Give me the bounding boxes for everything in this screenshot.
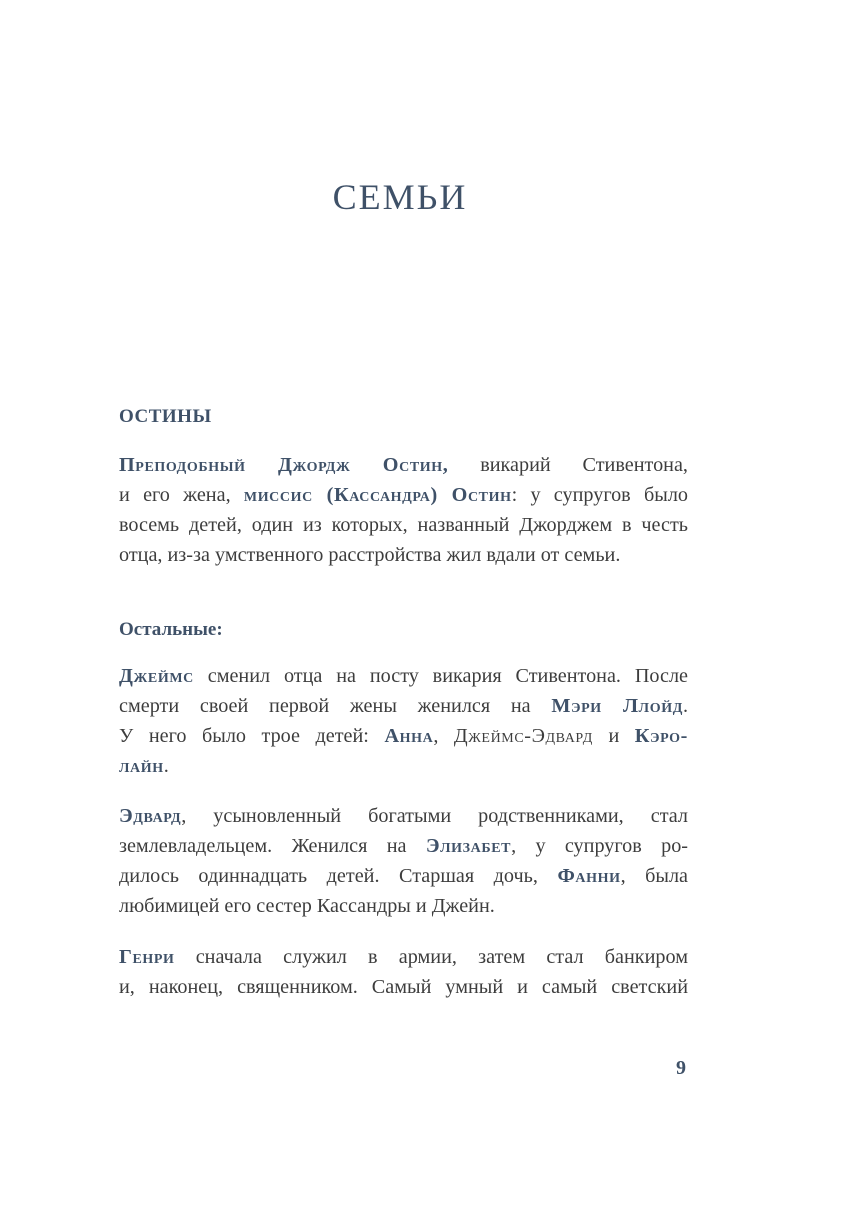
person-name: Джеймс-Эдвард [453,725,593,747]
text-run: сначала служил в армии, затем стал банкиром [174,946,688,968]
text-run: дилось одиннадцать детей. Старшая дочь, [119,865,558,887]
text-run: , усыновленный богатыми родственниками, стал [181,805,688,827]
text-run: , [433,725,454,747]
section-heading: ОСТИНЫ [119,406,212,427]
text-line [119,540,688,570]
text-run: отца, из-за умственного расстройства жил вдали от семьи. [119,544,621,566]
paragraph-james [119,661,688,781]
page-title: СЕМЬИ [332,177,468,217]
paragraph-henry [119,942,688,1002]
text-run: любимицей его сестер Кассандры и Джейн. [119,895,495,917]
person-name: Анна [384,725,434,747]
text-run: смерти своей первой жены женился на [119,695,552,717]
text-run: У него было трое детей: [119,725,385,747]
person-name: Элизабет [425,835,512,857]
text-line [119,510,688,540]
person-name: Преподобный Джордж Остин, [119,454,449,476]
person-name: Эдвард [119,805,182,827]
text-line [119,801,688,831]
person-name: Джеймс [119,665,194,687]
person-name: Мэри Ллойд [551,695,683,717]
text-line [119,942,688,972]
person-name: Кэро- [634,725,688,747]
person-name: миссис (Кассандра) Остин [243,484,512,506]
text-run: : у супругов было [511,484,688,506]
text-run: и его жена, [119,484,244,506]
text-run: и, наконец, священником. Самый умный и самый светский [119,976,688,998]
text-run: и [592,725,635,747]
paragraph-edward [119,801,688,921]
text-run: викарий Стивентона, [448,454,688,476]
text-run: восемь детей, один из которых, названный Джорджем в честь [119,514,688,536]
person-name: Генри [119,946,175,968]
text-run: , у супругов ро- [511,835,689,857]
text-line [119,831,688,861]
text-run: , была [620,865,688,887]
text-line [119,721,688,751]
text-line [119,861,688,891]
text-line [119,691,688,721]
text-run: . [163,755,169,777]
text-run: землевладельцем. Женился на [119,835,426,857]
page-number: 9 [676,1057,686,1079]
text-line [119,891,688,921]
text-run: . [682,695,688,717]
text-line [119,972,688,1002]
person-name: Фанни [557,865,621,887]
text-line [119,480,688,510]
text-line [119,661,688,691]
person-name: лайн [119,755,164,777]
text-line [119,751,688,781]
subheading: Остальные: [119,619,223,640]
text-line [119,450,688,480]
text-run: сменил отца на посту викария Стивентона. После [193,665,688,687]
paragraph-parents [119,450,688,570]
